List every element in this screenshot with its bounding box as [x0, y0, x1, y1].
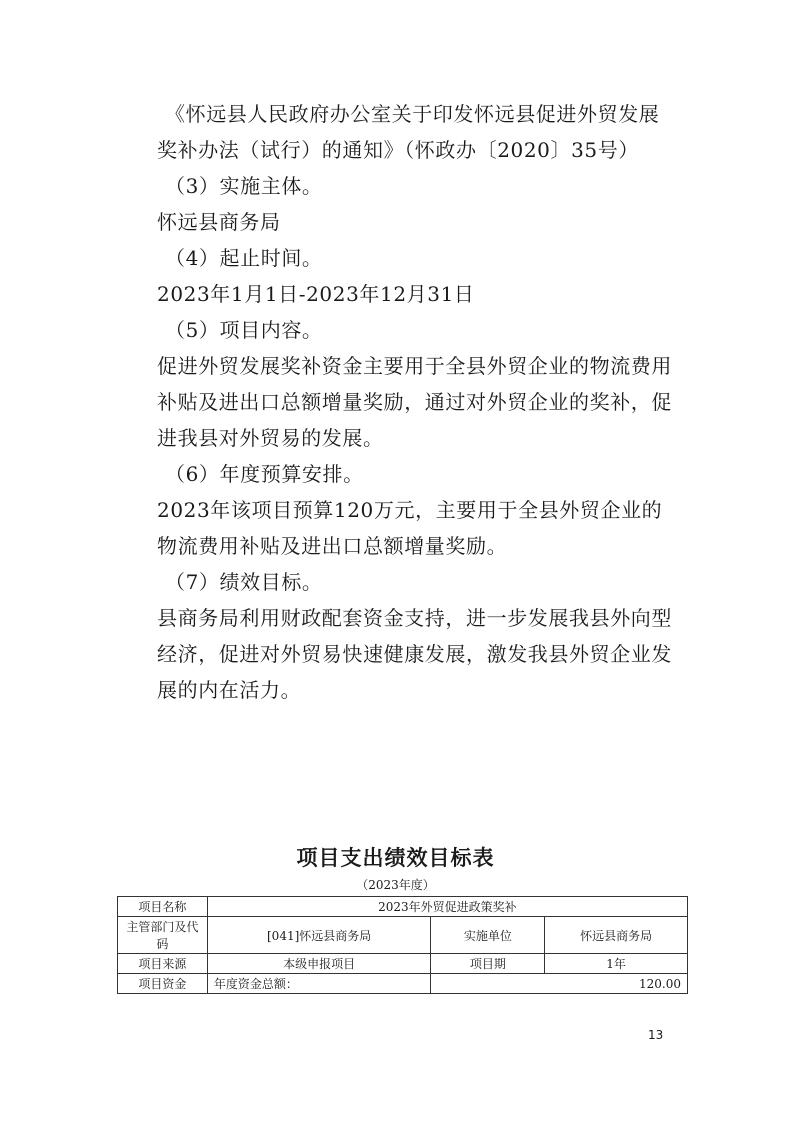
cell-project-name-value: 2023年外贸促进政策奖补 [207, 897, 687, 917]
table-row [118, 974, 688, 994]
heading-implementer: （3）实施主体。 [165, 174, 323, 198]
paragraph-goals: 县商务局利用财政配套资金支持，进一步发展我县外向型经济，促进对外贸易快速健康发展，激发我县外贸企业发展的内在活力。 [157, 606, 672, 702]
cell-implementer-value: 怀远县商务局 [545, 917, 688, 954]
table-title: 项目支出绩效目标表 [296, 846, 495, 870]
heading-budget: （6）年度预算安排。 [165, 462, 364, 486]
table-row [118, 954, 688, 974]
body-text [157, 96, 677, 708]
table-row [118, 897, 688, 917]
cell-funds-total-label: 年度资金总额： [207, 974, 431, 994]
paragraph-notice: 《怀远县人民政府办公室关于印发怀远县促进外贸发展奖补办法（试行）的通知》（怀政办〔2020〕35号） [157, 102, 660, 162]
page-number: 13 [648, 1028, 664, 1042]
cell-implementer-label: 实施单位 [431, 917, 545, 954]
performance-goals-table [117, 896, 688, 994]
paragraph-content: 促进外贸发展奖补资金主要用于全县外贸企业的物流费用补贴及进出口总额增量奖励，通过对外贸企业的奖补，促进我县对外贸易的发展。 [157, 354, 672, 450]
table-year: （2023年度） [356, 878, 435, 892]
heading-period: （4）起止时间。 [165, 246, 323, 270]
cell-source-value: 本级申报项目 [207, 954, 431, 974]
paragraph-period: 2023年1月1日-2023年12月31日 [157, 282, 475, 306]
cell-project-name-label: 项目名称 [118, 897, 208, 917]
cell-period-label: 项目期 [431, 954, 545, 974]
cell-funds-label: 项目资金 [118, 974, 208, 994]
table-row [118, 917, 688, 954]
cell-department-label: 主管部门及代码 [118, 917, 208, 954]
paragraph-implementer: 怀远县商务局 [157, 210, 281, 234]
cell-period-value: 1年 [545, 954, 688, 974]
cell-funds-total-value: 120.00 [431, 974, 688, 994]
paragraph-budget: 2023年该项目预算120万元，主要用于全县外贸企业的物流费用补贴及进出口总额增量奖励。 [157, 498, 663, 558]
cell-department-value: [041]怀远县商务局 [207, 917, 431, 954]
heading-goals: （7）绩效目标。 [165, 570, 323, 594]
cell-source-label: 项目来源 [118, 954, 208, 974]
heading-content: （5）项目内容。 [165, 318, 323, 342]
